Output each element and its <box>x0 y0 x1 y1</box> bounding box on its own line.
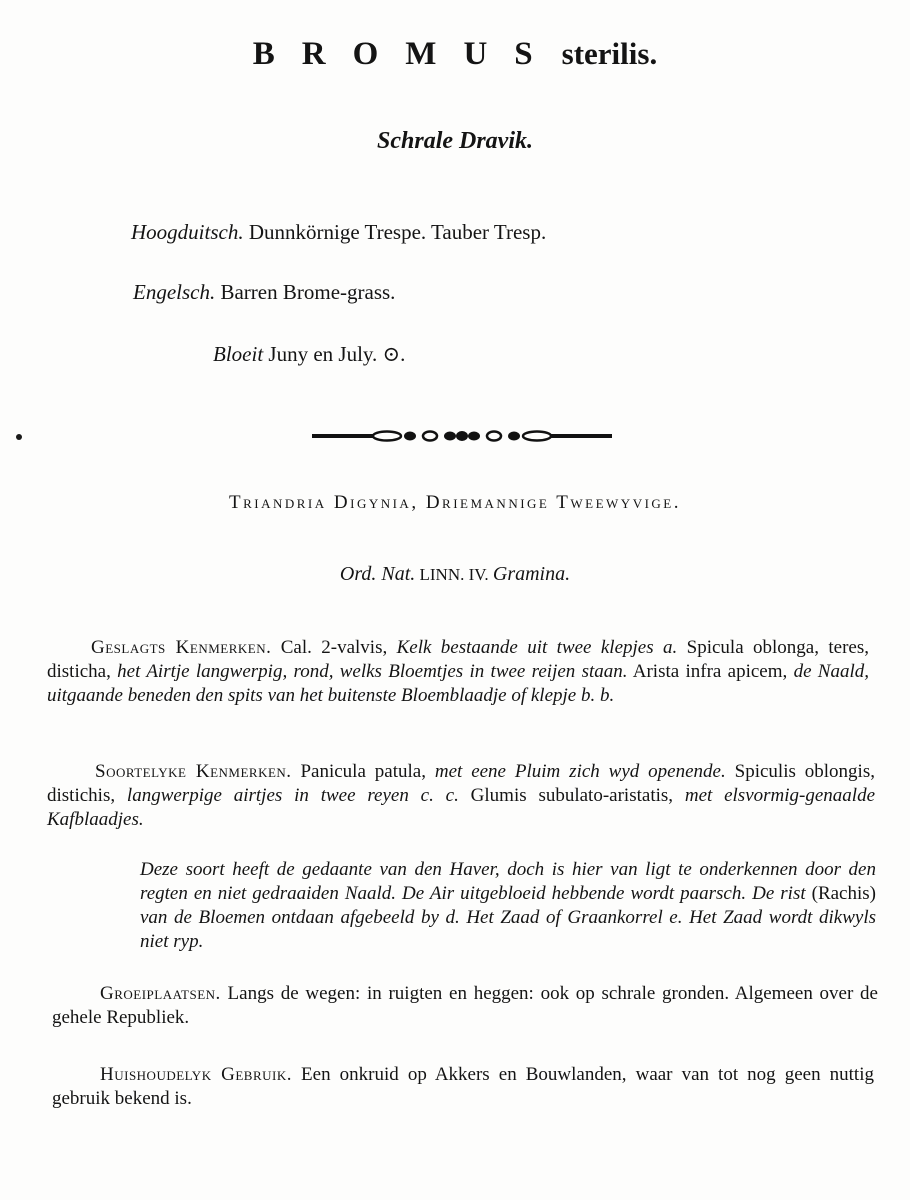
species-italic-2: langwerpige airtjes in twee reyen c. c. <box>126 785 459 806</box>
german-names-line <box>131 220 546 245</box>
species-characters-paragraph <box>47 760 875 832</box>
page-title <box>0 36 910 73</box>
economic-use-heading: Huishoudelyk Gebruik. <box>100 1064 292 1085</box>
flowering-line <box>213 342 405 367</box>
genus-text-2: Spicula oblonga, teres, disticha, <box>47 637 869 682</box>
order-label: Ord. Nat. <box>339 563 416 585</box>
dutch-common-name: Schrale Dravik. <box>377 128 533 154</box>
genus-characters-heading: Geslagts Kenmerken. <box>91 637 272 658</box>
english-language-label: Engelsch. <box>133 280 216 304</box>
natural-order <box>0 563 910 586</box>
species-italic-1: met eene Pluim zich wyd openende. <box>434 761 726 782</box>
species-text-2: Spiculis oblongis, distichis, <box>47 761 875 806</box>
habitat-heading: Groeiplaatsen. <box>100 983 221 1004</box>
genus-text-1: Cal. 2-valvis, <box>271 637 397 658</box>
description-text-1: Deze soort heeft de gedaante van den Haver, doch is hier van ligt te onderkennen door den regten en niet gedraaiden Naald. De Air uitgebloeid hebbende wordt paarsch. De rist <box>140 859 876 904</box>
species-text-1: Panicula patula, <box>291 761 435 782</box>
order-linn: LINN. IV. <box>415 565 493 584</box>
english-names: Barren Brome-grass. <box>215 280 396 304</box>
ornament-divider <box>312 428 612 444</box>
ink-speck <box>16 434 22 440</box>
genus-name: BROMUS <box>252 36 560 72</box>
flowering-months: Juny en July. ⊙. <box>263 342 406 366</box>
description-text-2: van de Bloemen ontdaan afgebeeld by d. Het Zaad of Graankorrel e. Het Zaad wordt dikwyls niet ryp. <box>140 907 876 952</box>
genus-text-3: Arista infra apicem, <box>627 661 794 682</box>
species-text-3: Glumis subulato-aristatis, <box>458 785 685 806</box>
genus-italic-2: het Airtje langwerpig, rond, welks Bloemtjes in twee reijen staan. <box>117 661 628 682</box>
habitat-paragraph <box>52 982 878 1030</box>
flowering-label: Bloeit <box>213 342 264 366</box>
description-paragraph <box>140 858 876 954</box>
german-names: Dunnkörnige Trespe. Tauber Tresp. <box>243 220 547 244</box>
species-characters-heading: Soortelyke Kenmerken. <box>95 761 292 782</box>
description-rachis: (Rachis) <box>811 883 876 904</box>
genus-characters-paragraph <box>47 636 869 708</box>
economic-use-paragraph <box>52 1063 874 1111</box>
linnaean-classification: Triandria Digynia, Driemannige Tweewyvige. <box>228 492 681 513</box>
german-language-label: Hoogduitsch. <box>131 220 244 244</box>
order-gramina: Gramina. <box>492 563 571 585</box>
species-italic-3: met elsvormig-genaalde Kafblaadjes. <box>47 785 876 830</box>
genus-italic-3: de Naald, uitgaande beneden den spits van het buitenste Bloemblaadje of klepje b. b. <box>47 661 869 706</box>
economic-use-text: Een onkruid op Akkers en Bouwlanden, waar van tot nog geen nuttig gebruik bekend is. <box>52 1064 874 1109</box>
genus-italic-1: Kelk bestaande uit twee klepjes a. <box>396 637 678 658</box>
species-name: sterilis. <box>561 36 658 71</box>
habitat-text: Langs de wegen: in ruigten en heggen: ook op schrale gronden. Algemeen over de gehele Republiek. <box>52 983 878 1028</box>
english-names-line <box>133 280 395 305</box>
